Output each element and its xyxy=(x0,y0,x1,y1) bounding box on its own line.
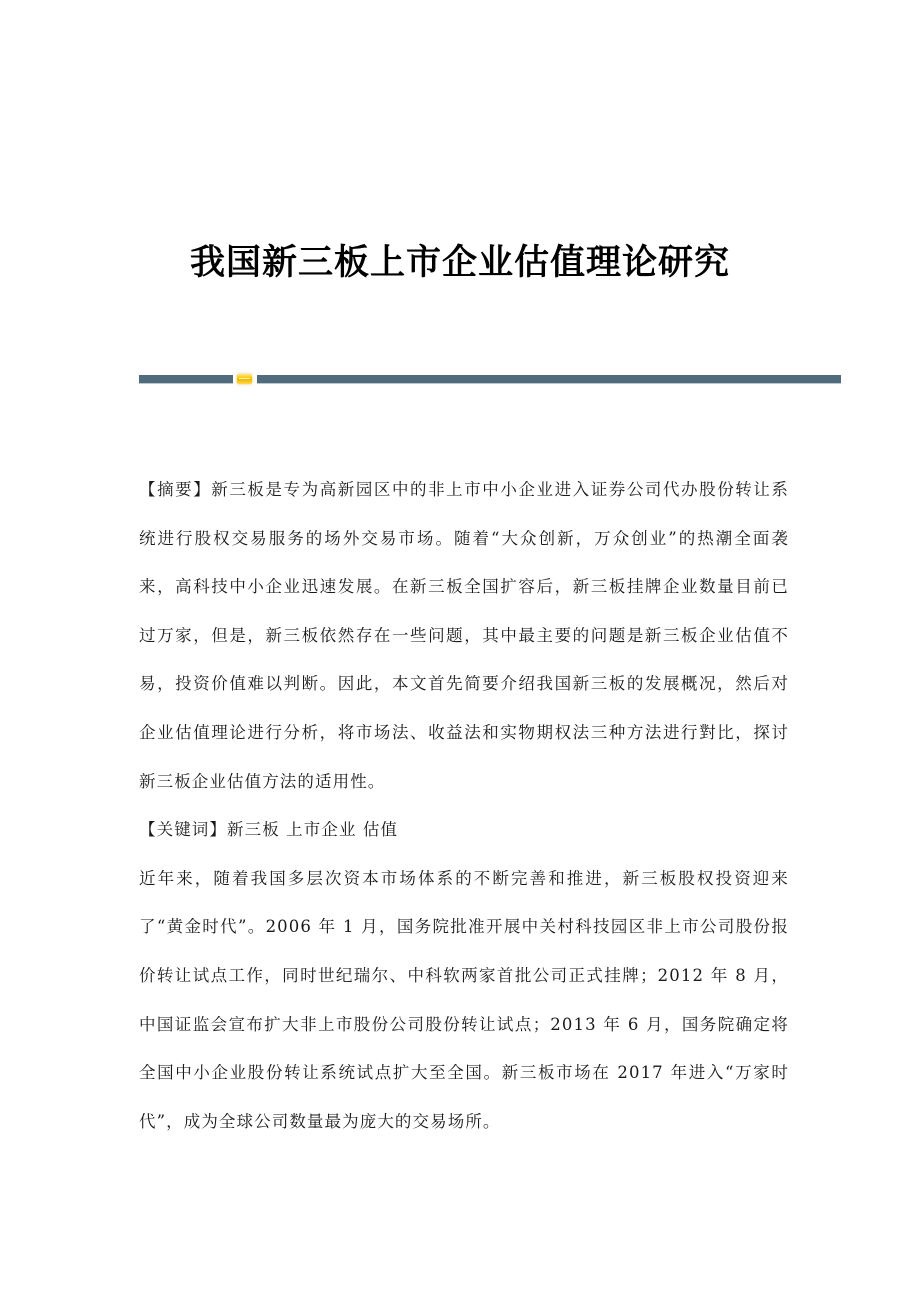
divider-gem-icon xyxy=(237,374,252,384)
document-body xyxy=(139,466,789,1146)
abstract-paragraph xyxy=(139,466,789,806)
divider-bar-left xyxy=(139,375,233,384)
keywords-label: 【关键词】 xyxy=(139,820,227,840)
document-title: 我国新三板上市企业估值理论研究 xyxy=(189,242,730,284)
title-divider xyxy=(139,375,841,384)
abstract-text: 新三板是专为高新园区中的非上市中小企业进入证券公司代办股份转让系统进行股权交易服务的场外交易市场。随着“大众创新，万众创业”的热潮全面袭来，高科技中小企业迅速发展。在新三板全国扩容后，新三板挂牌企业数量目前已过万家，但是，新三板依然存在一些问题，其中最主要的问题是新三板企业估值不易，投资价值难以判断。因此，本文首先简要介绍我国新三板的发展概况，然后对企业估值理论进行分析，将市场法、收益法和实物期权法三种方法进行對比，探讨新三板企业估值方法的适用性。 xyxy=(139,480,789,791)
body-paragraph: 近年来，随着我国多层次资本市场体系的不断完善和推进，新三板股权投资迎来了“黄金时代”。2006 年 1 月，国务院批准开展中关村科技园区非上市公司股份报价转让试点工作，同时世纪瑞尔、中科软两家首批公司正式挂牌；2012 年 8 月，中国证监会宣布扩大非上市股份公司股份转让试点；2013 年 6 月，国务院确定将全国中小企业股份转让系统试点扩大至全国。新三板市场在 2017 年进入“万家时代”，成为全球公司数量最为庞大的交易场所。 xyxy=(139,868,789,1131)
abstract-label: 【摘要】 xyxy=(139,480,212,499)
keywords-text: 新三板 上市企业 估值 xyxy=(227,820,399,840)
divider-bar-right xyxy=(257,375,841,384)
keywords-paragraph xyxy=(139,806,789,855)
